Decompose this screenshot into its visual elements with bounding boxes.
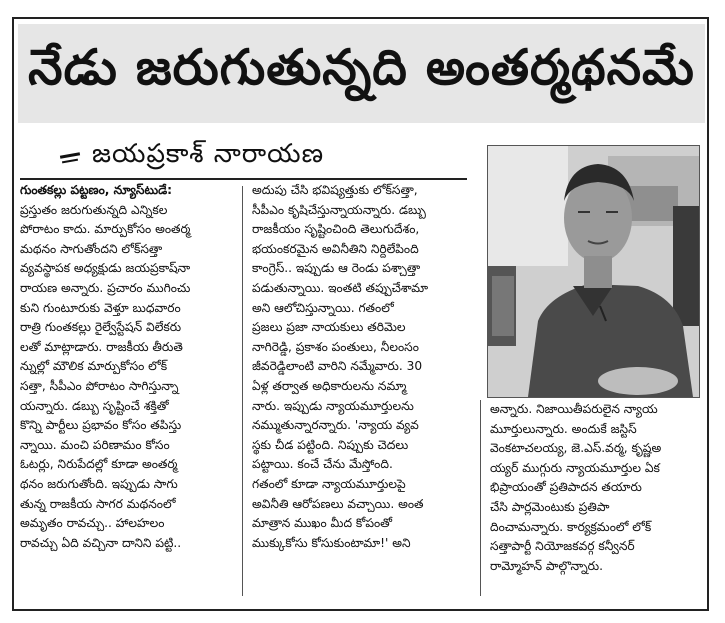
text-line: గతంలో కూడా న్యాయమూర్తులపై bbox=[252, 476, 406, 491]
column-separator bbox=[480, 400, 481, 596]
text-line: నారు. ఇప్పుడు న్యాయమూర్తులను bbox=[252, 398, 414, 413]
text-line: సత్తా, సీపీఎం పోరాటం సాగిస్తున్నా bbox=[20, 378, 179, 393]
text-line: సత్తాపార్టీ నియోజకవర్గ కన్వీనర్ bbox=[490, 539, 635, 554]
text-line: యన్నారు. డబ్బు సృష్టించే శక్తితో bbox=[20, 398, 169, 413]
text-line: య్యర్ ముగ్గురు న్యాయమూర్తుల ఏక bbox=[490, 460, 660, 475]
text-line: భిప్రాయంతో ప్రతిపాదన తయారు bbox=[490, 480, 642, 495]
text-line: ఏళ్ల తర్వాత అధికారులను నమ్మా bbox=[252, 378, 407, 393]
text-line: అదుపు చేసి భవిష్యత్తుకు లోక్‌సత్తా, bbox=[252, 183, 418, 197]
text-line: న్నాయి. మంచి పరిణామం కోసం bbox=[20, 437, 170, 452]
text-line: కుని గుంటూరుకు వెళ్తూ బుధవారం bbox=[20, 300, 181, 315]
text-line: వెంకటాచలయ్య, జె.ఎస్.వర్మ, కృష్ణఅ bbox=[490, 441, 662, 456]
text-line: పడుతున్నాయి. ఇంతటి తప్పుచేశామా bbox=[252, 280, 429, 295]
text-line: మూర్తులున్నారు. అందుకే జస్టిస్ bbox=[490, 421, 637, 436]
text-line: పోరాటం కాదు. మార్పుకోసం అంతర్మ bbox=[20, 222, 191, 237]
text-line: రావచ్చు ఏది వచ్చినా దానిని పట్టి.. bbox=[20, 535, 182, 550]
text-line: ముక్కుకోసు కోసుకుంటామా!' అని bbox=[252, 535, 411, 550]
byline: జయప్రకాశ్ నారాయణ bbox=[92, 139, 325, 169]
text-line: లతో మాట్లాడారు. రాజకీయ తీరుతె bbox=[20, 339, 183, 354]
text-line: రాయణ అన్నారు. ప్రచారం ముగించు bbox=[20, 280, 191, 295]
text-line: అన్నారు. నిజాయితీపరులైన న్యాయ bbox=[490, 402, 658, 416]
article-column-1 bbox=[20, 181, 232, 553]
text-line: కొన్ని పార్టీలు ప్రభావం కోసం తపిస్తు bbox=[20, 418, 182, 433]
text-line: అని ఆలోచిస్తున్నాయి. గతంలో bbox=[252, 300, 394, 315]
portrait-image bbox=[488, 146, 699, 397]
text-line: సీపీఎం కృషిచేస్తున్నాయన్నారు. డబ్బు bbox=[252, 202, 426, 217]
article-column-3 bbox=[490, 400, 702, 576]
text-line: నమ్ముతున్నారన్నారు. 'న్యాయ వ్యవ bbox=[252, 418, 419, 433]
byline-dash-icon bbox=[60, 146, 82, 168]
text-line: అవినీతి ఆరోపణలు వచ్చాయి. అంత bbox=[252, 496, 424, 511]
text-line: భయంకరమైన అవినీతిని నిర్దిలేపింది bbox=[252, 241, 419, 256]
text-line: అమృతం రావచ్చు.. హాలహలం bbox=[20, 516, 165, 531]
text-line: తున్న రాజకీయ సాగర మథనంలో bbox=[20, 496, 176, 511]
text-line: థనం జరుగుతోంది. ఇప్పుడు సాగు bbox=[20, 476, 178, 491]
text-line: దించామన్నారు. కార్యక్రమంలో లోక్ bbox=[490, 519, 652, 534]
byline-row bbox=[60, 137, 480, 177]
text-line: కాంగ్రెస్.. ఇప్పుడు ఆ రెండు పశ్చాత్తా bbox=[252, 261, 421, 276]
text-line: నాగిరెడ్డి, ప్రకాశం పంతులు, నీలంసం bbox=[252, 339, 419, 354]
person-photo bbox=[487, 145, 700, 398]
headline: నేడు జరుగుతున్నది అంతర్మథనమే bbox=[28, 39, 695, 96]
text-line: రామ్మోహన్ పాల్గొన్నారు. bbox=[490, 558, 603, 573]
dateline: గుంతకల్లు పట్టణం, న్యూస్‌టుడే: bbox=[20, 183, 172, 197]
headline-banner bbox=[18, 24, 705, 123]
text-line: మథనం సాగుతోందని లోక్‌సత్తా bbox=[20, 241, 163, 256]
text-line: ప్రజలు ప్రజా నాయకులు తరిమెల bbox=[252, 320, 406, 335]
text-line: చేసి పార్లమెంటుకు ప్రతిపా bbox=[490, 499, 610, 514]
text-line: ప్రస్తుతం జరుగుతున్నది ఎన్నికల bbox=[20, 202, 168, 217]
byline-rule bbox=[20, 178, 467, 180]
text-line: ఓటర్లు, నిరుపేదల్లో కూడా అంతర్మ bbox=[20, 457, 178, 472]
text-line: రాజకీయం సృష్టించింది తెలుగుదేశం, bbox=[252, 222, 420, 237]
text-line: న్నుల్లో మౌలిక మార్పుకోసం లోక్ bbox=[20, 359, 168, 374]
article-column-2 bbox=[252, 181, 472, 553]
text-line: జీవరెడ్డిలాంటి వారిని నమ్మేవారు. 30 bbox=[252, 359, 423, 374]
text-line: స్థకు చీడ పట్టింది. నిప్పుకు చెదలు bbox=[252, 437, 409, 452]
text-line: రాత్రి గుంతకల్లు రైల్వేస్టేషన్ విలేకరు bbox=[20, 320, 182, 335]
text-line: పట్టాయి. కంచే చేను మేస్తోంది. bbox=[252, 457, 393, 472]
column-separator bbox=[242, 186, 243, 596]
text-line: మాత్రాన ముఖం మీద కోపంతో bbox=[252, 516, 393, 531]
text-line: వ్యవస్థాపక అధ్యక్షుడు జయప్రకాష్‌నా bbox=[20, 261, 191, 276]
